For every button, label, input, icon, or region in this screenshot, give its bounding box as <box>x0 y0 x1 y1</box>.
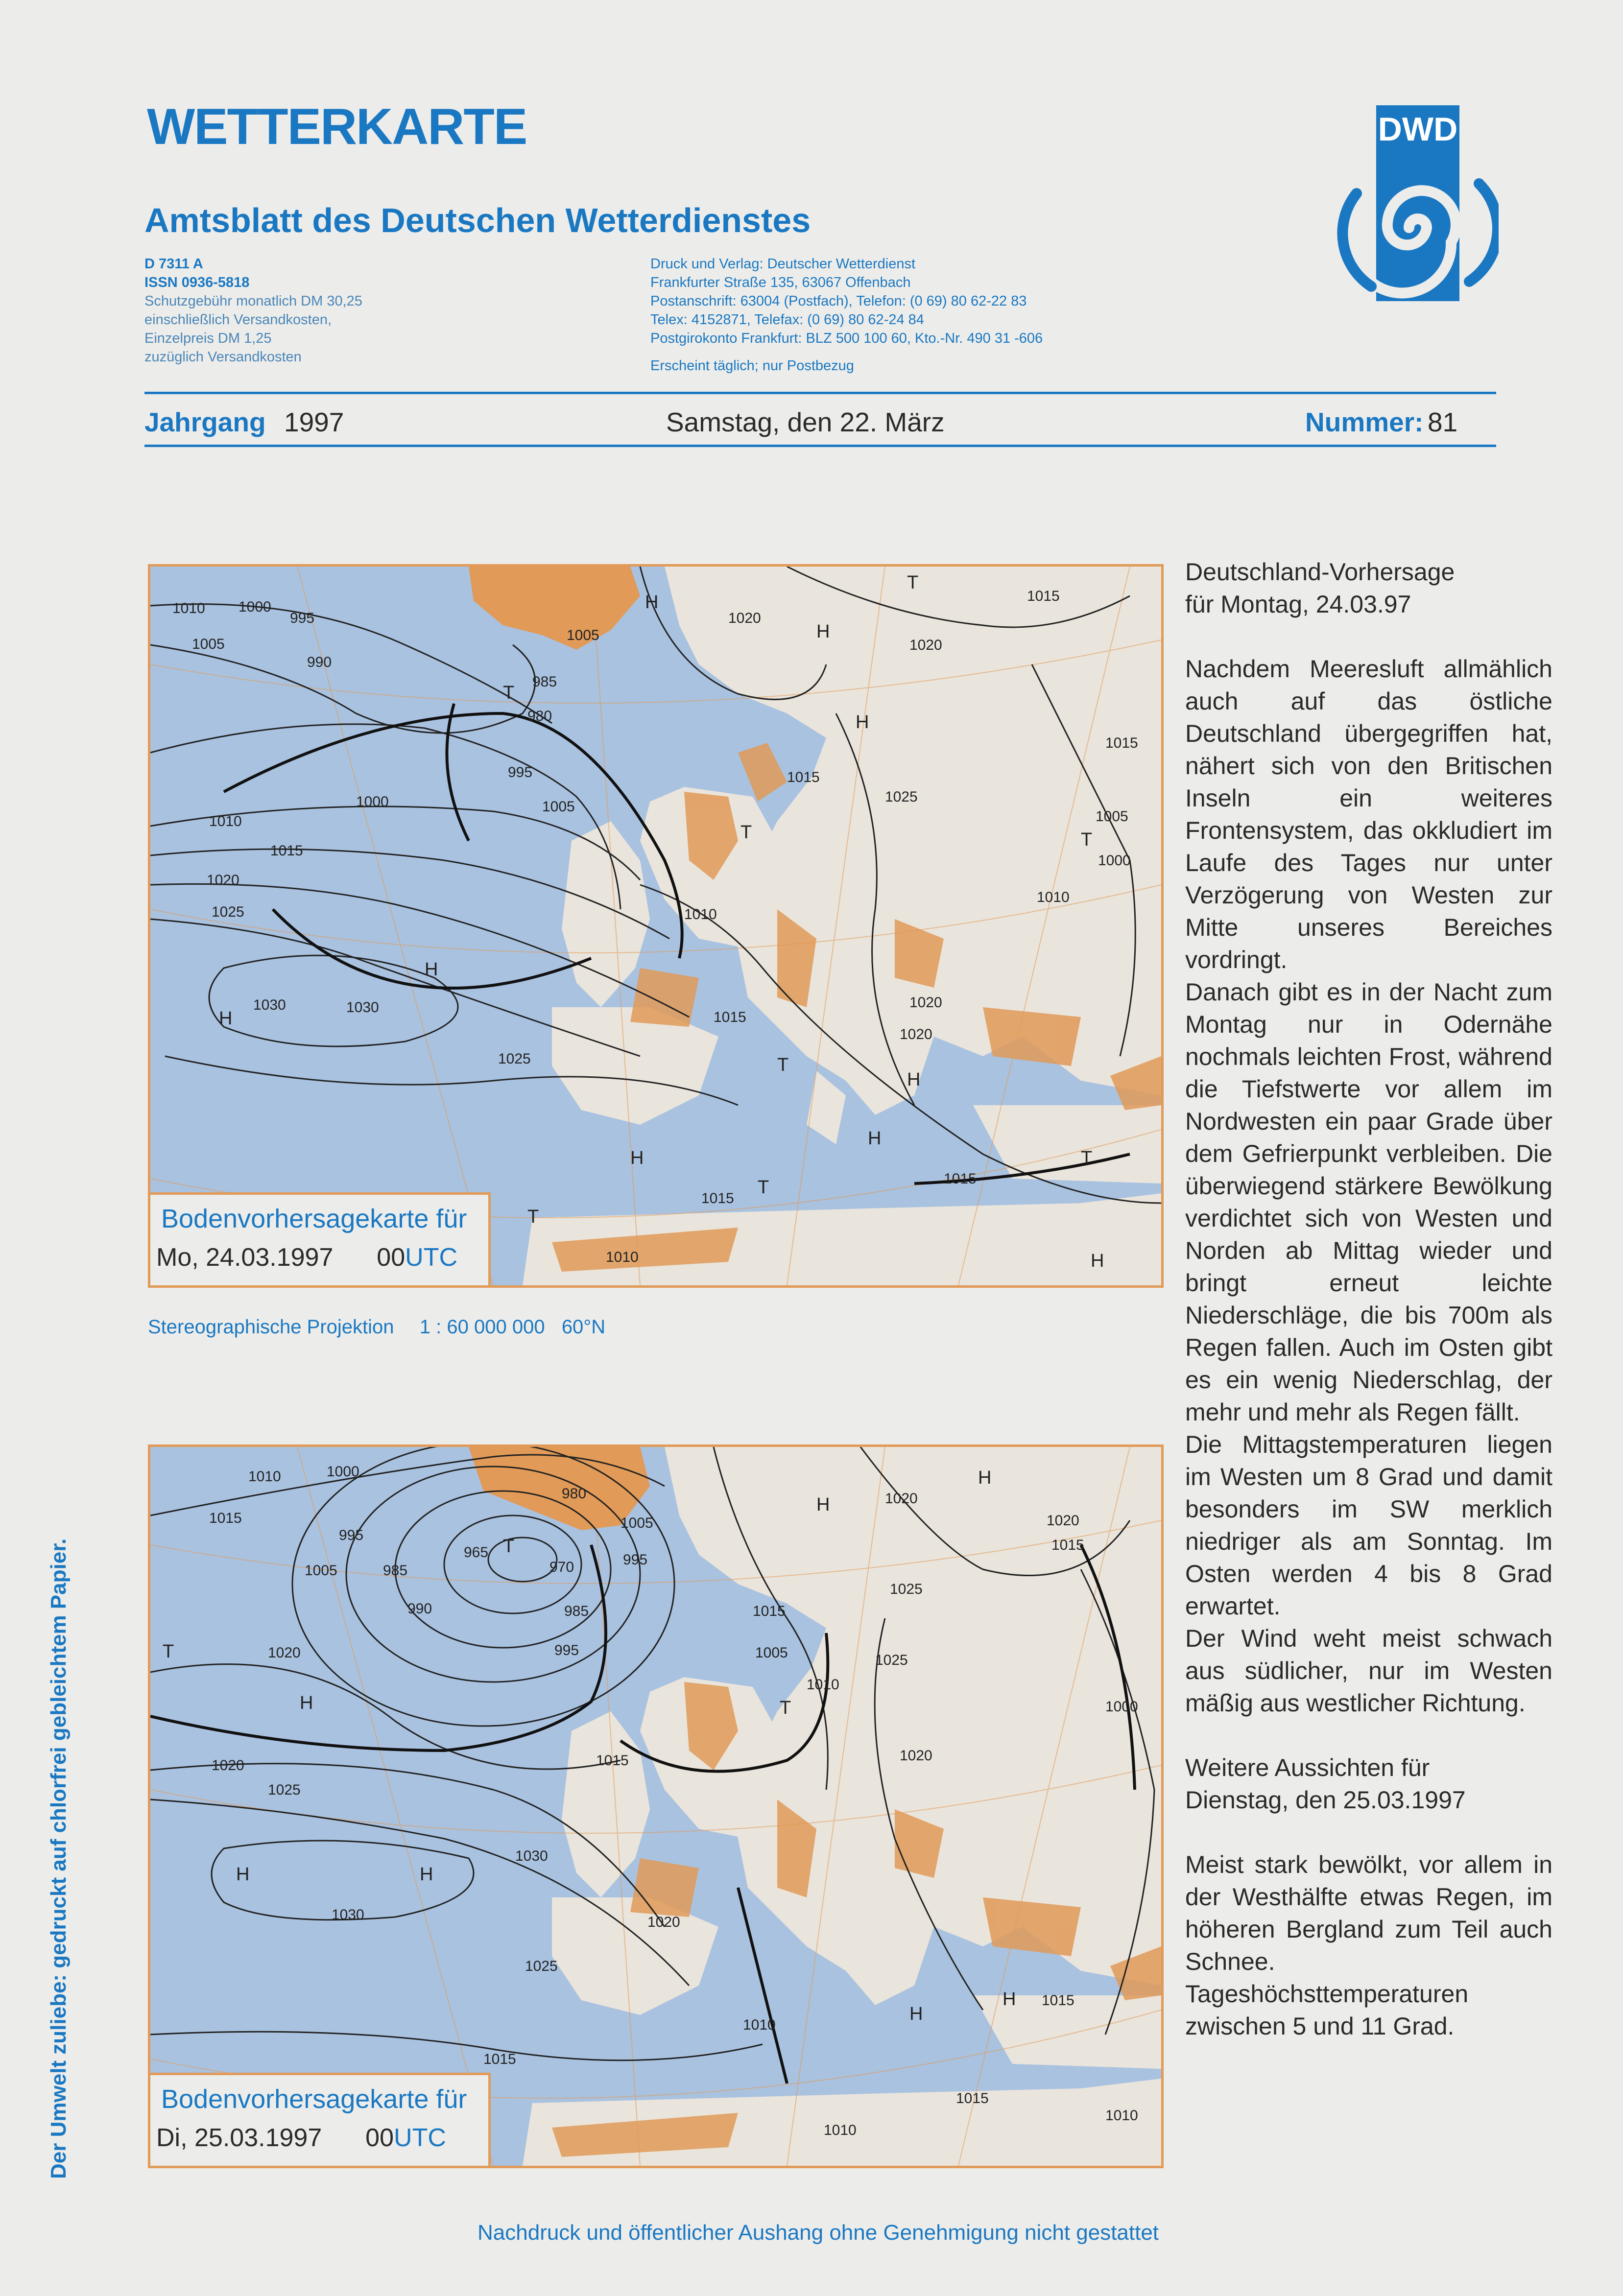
isobar-label: 1005 <box>192 636 225 652</box>
fee-line: zuzüglich Versandkosten <box>144 349 302 365</box>
isobar-label: 1020 <box>900 1748 932 1764</box>
isobar-label: 985 <box>532 674 557 690</box>
low-pressure-label: T <box>163 1641 174 1662</box>
low-pressure-label: T <box>907 572 919 593</box>
projection-note <box>148 1316 605 1338</box>
isobar-label: 1020 <box>900 1026 932 1042</box>
isobar-label: 980 <box>562 1486 587 1502</box>
land-masses <box>469 567 1161 1285</box>
publisher-line: Telex: 4152871, Telefax: (0 69) 80 62-24 84 <box>650 312 924 328</box>
forecast-paragraph: Die Mittagstemperaturen liegen im Westen um 8 Grad und damit besonders im SW merklich niedriger als am Sonntag. Im Osten werden 4 bis 8 Grad erwartet. <box>1185 1431 1552 1620</box>
isobar-label: 990 <box>307 654 332 670</box>
isobar-label: 1030 <box>346 999 379 1016</box>
publisher-line: Postanschrift: 63004 (Postfach), Telefon: (0 69) 80 62-22 83 <box>650 293 1027 309</box>
year-value: 1997 <box>284 407 344 437</box>
number-label: Nummer: <box>1305 407 1424 437</box>
isobar-label: 1015 <box>209 1510 242 1526</box>
isobar-label: 995 <box>339 1527 364 1543</box>
isobar-label: 1000 <box>1105 1699 1138 1715</box>
high-pressure-label: H <box>816 621 830 642</box>
isobar-label: 1015 <box>596 1752 629 1769</box>
postal-id: D 7311 A <box>144 256 203 272</box>
high-pressure-label: H <box>219 1008 233 1029</box>
isobar-label: 1010 <box>248 1468 281 1485</box>
caption-title: Bodenvorhersagekarte für <box>161 2084 467 2114</box>
caption-utc: UTC <box>394 2124 446 2152</box>
isobar-label: 1015 <box>1042 1992 1074 2009</box>
low-pressure-label: T <box>527 1207 539 1227</box>
low-pressure-label: T <box>503 1536 515 1557</box>
isobar-label: 1020 <box>885 1491 918 1507</box>
dwd-logo <box>1337 105 1499 301</box>
low-pressure-label: T <box>740 822 752 843</box>
forecast-heading: für Montag, 24.03.97 <box>1185 591 1411 618</box>
isobar-label: 1025 <box>212 904 244 920</box>
isobar-label: 1015 <box>701 1190 734 1207</box>
projection-label: Stereographische Projektion <box>148 1316 394 1338</box>
isobar-label: 965 <box>464 1544 489 1561</box>
isobar-label: 1015 <box>787 769 820 785</box>
map-caption <box>150 2073 491 2166</box>
caption-datetime <box>156 1243 457 1272</box>
low-pressure-label: T <box>503 683 515 703</box>
high-pressure-label: H <box>1091 1251 1104 1271</box>
caption-time: 00 <box>365 2124 394 2152</box>
high-pressure-label: H <box>907 1069 921 1090</box>
isobar-label: 1015 <box>270 843 303 859</box>
isobar-label: 1010 <box>824 2122 857 2138</box>
isobar-label: 1020 <box>212 1757 244 1774</box>
caption-date: Mo, 24.03.1997 <box>156 1243 334 1272</box>
isobar-label: 1000 <box>1098 852 1131 869</box>
page-title: WETTERKARTE <box>147 98 527 155</box>
high-pressure-label: H <box>300 1693 313 1713</box>
high-pressure-label: H <box>420 1864 433 1885</box>
projection-scale: 1 : 60 000 000 <box>419 1316 545 1338</box>
isobar-label: 1020 <box>1047 1513 1079 1529</box>
map-graphic <box>150 567 1161 1285</box>
isobar-label: 1005 <box>1096 808 1128 825</box>
isobar-label: 1025 <box>268 1782 301 1798</box>
forecast-paragraph: Danach gibt es in der Nacht zum Montag nur in Odernähe nochmals leichten Frost, während die Tiefstwerte vor allem im Nordwesten ein paar Grade über dem Gefrierpunkt verbleiben. Die überwiegend stärkere Bewölkung verdichtet sich von Westen und Norden ab Mittag wieder und bringt erneut leichte Niederschläge, die bis 700m als Regen fallen. Auch im Osten gibt es ein wenig Niederschlag, der mehr und mehr als Regen fällt. <box>1185 978 1552 1426</box>
issn: ISSN 0936-5818 <box>144 275 250 290</box>
forecast-paragraph: Der Wind weht meist schwach aus südlicher, nur im Westen mäßig aus westlicher Richtung. <box>1185 1625 1552 1717</box>
caption-utc: UTC <box>405 1243 458 1272</box>
forecast-heading: Deutschland-Vorhersage <box>1185 558 1455 586</box>
isobar-label: 1005 <box>621 1515 653 1531</box>
isobar-label: 1015 <box>714 1009 746 1025</box>
isobar-label: 985 <box>383 1562 408 1579</box>
outlook-heading: Dienstag, den 25.03.1997 <box>1185 1786 1466 1814</box>
map-caption <box>150 1192 491 1285</box>
isobar-label: 1010 <box>209 813 242 829</box>
publisher-line: Postgirokonto Frankfurt: BLZ 500 100 60, Kto.-Nr. 490 31 -606 <box>650 331 1043 346</box>
high-pressure-label: H <box>978 1468 992 1488</box>
isobar-label: 970 <box>549 1559 574 1575</box>
isobar-label: 1010 <box>606 1249 639 1265</box>
isobar-label: 1030 <box>515 1848 548 1864</box>
isobar-label: 1010 <box>743 2017 776 2033</box>
fee-line: Schutzgebühr monatlich DM 30,25 <box>144 293 362 309</box>
caption-date: Di, 25.03.1997 <box>156 2124 322 2152</box>
isobar-label: 995 <box>623 1552 648 1568</box>
low-pressure-label: T <box>1081 829 1093 850</box>
outlook-paragraph: Meist stark bewölkt, vor allem in der Westhälfte etwas Regen, im höheren Bergland zum Teil auch Schnee. <box>1185 1851 1552 1975</box>
isobar-label: 1015 <box>1027 588 1060 604</box>
caption-datetime <box>156 2123 446 2153</box>
isobar-label: 1015 <box>956 2090 989 2107</box>
high-pressure-label: H <box>856 712 869 733</box>
publisher-line: Druck und Verlag: Deutscher Wetterdienst <box>650 256 916 272</box>
issue-line <box>144 402 1496 443</box>
low-pressure-label: T <box>1081 1148 1093 1168</box>
issue-date: Samstag, den 22. März <box>666 407 945 437</box>
year-label: Jahrgang <box>144 407 266 437</box>
page-subtitle: Amtsblatt des Deutschen Wetterdienstes <box>144 201 811 239</box>
fee-line: einschließlich Versandkosten, <box>144 312 332 328</box>
low-pressure-label: T <box>758 1177 769 1198</box>
isobar-label: 1015 <box>483 2051 516 2067</box>
outlook-heading: Weitere Aussichten für <box>1185 1754 1430 1781</box>
high-pressure-label: H <box>1002 1989 1016 2010</box>
low-pressure-label: T <box>780 1698 791 1718</box>
caption-title: Bodenvorhersagekarte für <box>161 1204 467 1233</box>
isobar-label: 1005 <box>542 799 575 815</box>
isobar-label: 995 <box>290 610 315 626</box>
high-pressure-label: H <box>816 1494 830 1515</box>
sidebar-note: Der Umwelt zuliebe: gedruckt auf chlorfrei gebleichtem Papier. <box>47 1538 71 2179</box>
caption-time: 00 <box>377 1243 406 1272</box>
isobar-label: 1025 <box>890 1581 923 1597</box>
isobar-label: 995 <box>554 1642 579 1658</box>
isobar-label: 1010 <box>1105 2107 1138 2124</box>
isobar-label: 1005 <box>755 1645 788 1661</box>
isobar-label: 1010 <box>172 600 205 616</box>
high-pressure-label: H <box>630 1148 644 1168</box>
low-pressure-label: T <box>777 1055 789 1075</box>
isobar-label: 1000 <box>239 599 271 615</box>
isobar-label: 1025 <box>525 1958 558 1974</box>
isobar-label: 1015 <box>1105 735 1138 751</box>
isobar-label: 1020 <box>647 1914 680 1930</box>
logo-text: DWD <box>1378 111 1458 148</box>
projection-lat: 60°N <box>561 1316 606 1338</box>
isobar-label: 1030 <box>253 997 286 1013</box>
high-pressure-label: H <box>909 2004 923 2024</box>
isobar-label: 1030 <box>332 1907 364 1923</box>
high-pressure-label: H <box>645 592 659 613</box>
fee-line: Einzelpreis DM 1,25 <box>144 331 272 346</box>
isobar-label: 1025 <box>498 1051 531 1067</box>
number-value: 81 <box>1428 407 1458 437</box>
publication-info <box>144 255 362 366</box>
isobar-label: 1020 <box>728 610 761 626</box>
isobar-label: 995 <box>508 764 533 781</box>
isobar-label: 1020 <box>909 994 942 1011</box>
publication-note: Erscheint täglich; nur Postbezug <box>650 358 854 374</box>
isobar-label: 1015 <box>753 1603 786 1619</box>
high-pressure-label: H <box>425 959 438 980</box>
isobar-label: 1010 <box>684 906 717 923</box>
outlook-paragraph: Tageshöchsttemperaturen zwischen 5 und 11 Grad. <box>1185 1980 1469 2040</box>
isobar-label: 985 <box>564 1603 589 1619</box>
forecast-map-tuesday <box>148 1444 1164 2168</box>
forecast-text <box>1185 556 1552 2042</box>
publisher-info <box>650 255 1043 375</box>
isobar-label: 1025 <box>875 1652 908 1668</box>
isobar-label: 1000 <box>356 794 389 810</box>
map-graphic <box>150 1447 1161 2166</box>
top-rule <box>144 392 1496 394</box>
high-pressure-label: H <box>868 1128 882 1149</box>
isobar-label: 1020 <box>268 1645 301 1661</box>
forecast-paragraph: Nachdem Meeresluft allmählich auch auf das östliche Deutschland übergegriffen hat, nähert sich von den Britischen Inseln ein weiteres Frontensystem, das okkludiert im Laufe des Tages nur unter Verzögerung von Westen zur Mitte unseres Bereiches vordringt. <box>1185 655 1552 973</box>
bottom-rule <box>144 445 1496 447</box>
isobar-label: 980 <box>527 708 552 724</box>
high-pressure-label: H <box>236 1864 250 1885</box>
isobar-label: 1020 <box>207 872 239 888</box>
isobar-label: 990 <box>407 1601 432 1617</box>
isobar-label: 1005 <box>567 627 599 643</box>
publisher-line: Frankfurter Straße 135, 63067 Offenbach <box>650 275 911 290</box>
isobar-label: 1015 <box>944 1171 977 1187</box>
isobar-label: 1010 <box>1037 889 1070 905</box>
isobar-label: 1015 <box>1051 1537 1084 1553</box>
isobar-label: 1000 <box>327 1464 359 1480</box>
isobar-label: 1025 <box>885 789 918 805</box>
footer-note: Nachdruck und öffentlicher Aushang ohne Genehmigung nicht gestattet <box>477 2221 1159 2245</box>
isobar-label: 1010 <box>807 1677 839 1693</box>
forecast-map-monday <box>148 564 1164 1288</box>
isobar-label: 1005 <box>305 1562 337 1579</box>
isobar-label: 1020 <box>909 637 942 653</box>
